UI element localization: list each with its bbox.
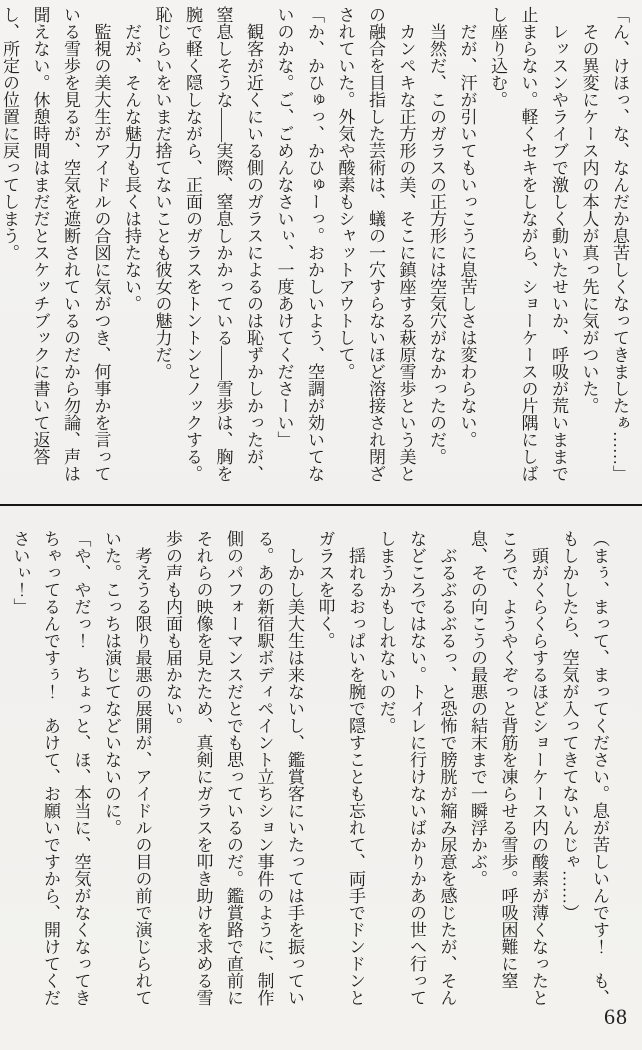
- paragraph: 当然だ、このガラスの正方形には空気穴がなかったのだ。: [427, 23, 446, 465]
- paragraph: 監視の美大生がアイドルの合図に気がつき、何事かを言っている雪歩を見るが、空気を遮断されているのだから勿論、声は聞えない。休憩時間はまだだとスケッチブックに書いて返答し、所定の位置に戻ってしまう。: [0, 6, 111, 482]
- paragraph: レッスンやライブで激しく動いたせいか、呼吸が荒いままで止まらない。軽くセキをしながら、ショーケースの片隅にしばし座り込む。: [488, 6, 568, 482]
- paragraph: 考えうる限り最悪の展開が、アイドルの目の前で演じられていた。こっちは演じてなどいないのに。: [102, 530, 152, 1006]
- paragraph: 揺れるおっぱいを腕で隠すことも忘れて、両手でドンドンとガラスを叩く。: [315, 530, 365, 1006]
- paragraph: 「ん、けほっ、な、なんだか息苦しくなってきましたぁ……」: [610, 6, 629, 482]
- paragraph: だが、汗が引いてもいっこうに息苦しさは変わらない。: [457, 23, 477, 448]
- page-number: 68: [604, 1004, 628, 1029]
- paragraph: ぶるぶるぶるっ、と恐怖で膀胱が縮み尿意を感じたが、そんなどころではない。トイレに行けないばかりかあの世へ行ってしまうかもしれないのだ。: [376, 530, 457, 1006]
- paragraph: 頭がくらくらするほどショーケース内の酸素が薄くなったところで、ようやくぞっと背筋を凍らせる雪歩。呼吸困難に窒息、その向こうの最悪の結末まで一瞬浮かぶ。: [468, 530, 548, 1006]
- paragraph: だが、そんな魅力も長くは持たない。: [122, 23, 141, 312]
- paragraph: カンペキな正方形の美、そこに鎮座する萩原雪歩という美との融合を目指した芸術は、蟻の一穴すらないほど溶接され閉ざされていた。外気や酸素もシャットアウトして。: [335, 6, 416, 482]
- paragraph: その異変にケース内の本人が真っ先に気がついた。: [579, 23, 599, 414]
- paragraph: しかし美大生は来ないし、鑑賞客にいたっては手を振っている。あの新宿駅ボディペイント立ちション事件のように、制作側のパフォーマンスだとでも思っているのだ。鑑賞路で直前にそれらの映像を見たため、真剣にガラスを叩き助けを求める雪歩の声も内面も届かない。: [163, 530, 304, 1006]
- paragraph: 「や、やだっ！ ちょっと、ほ、本当に、空気がなくなってきちゃってるんですぅ！ あけて、お願いですから、開けてくださいぃ！」: [10, 530, 91, 1006]
- top-text-block: [0, 6, 634, 484]
- paragraph: （まぅ、まって、まってください。息が苦しいんです！ も、もしかしたら、空気が入ってきてないんじゃ……）: [559, 530, 609, 1006]
- paragraph: 観客が近くにいる側のガラスによるのは恥ずかしかったが、窒息しそうな――実際、窒息しかかっている――雪歩は、胸を腕で軽く隠しながら、正面のガラスをトントンとノックする。恥じらいをいまだ捨てないことも彼女の魅力だ。: [152, 6, 263, 482]
- paragraph: 「か、かひゅっ、かひゅーっ。おかしいよう、空調が効いてないのかな。ご、ごめんなさいぃ、一度あけてくださーい」: [274, 6, 324, 482]
- section-divider: [0, 504, 642, 506]
- bottom-text-block: [0, 530, 614, 1006]
